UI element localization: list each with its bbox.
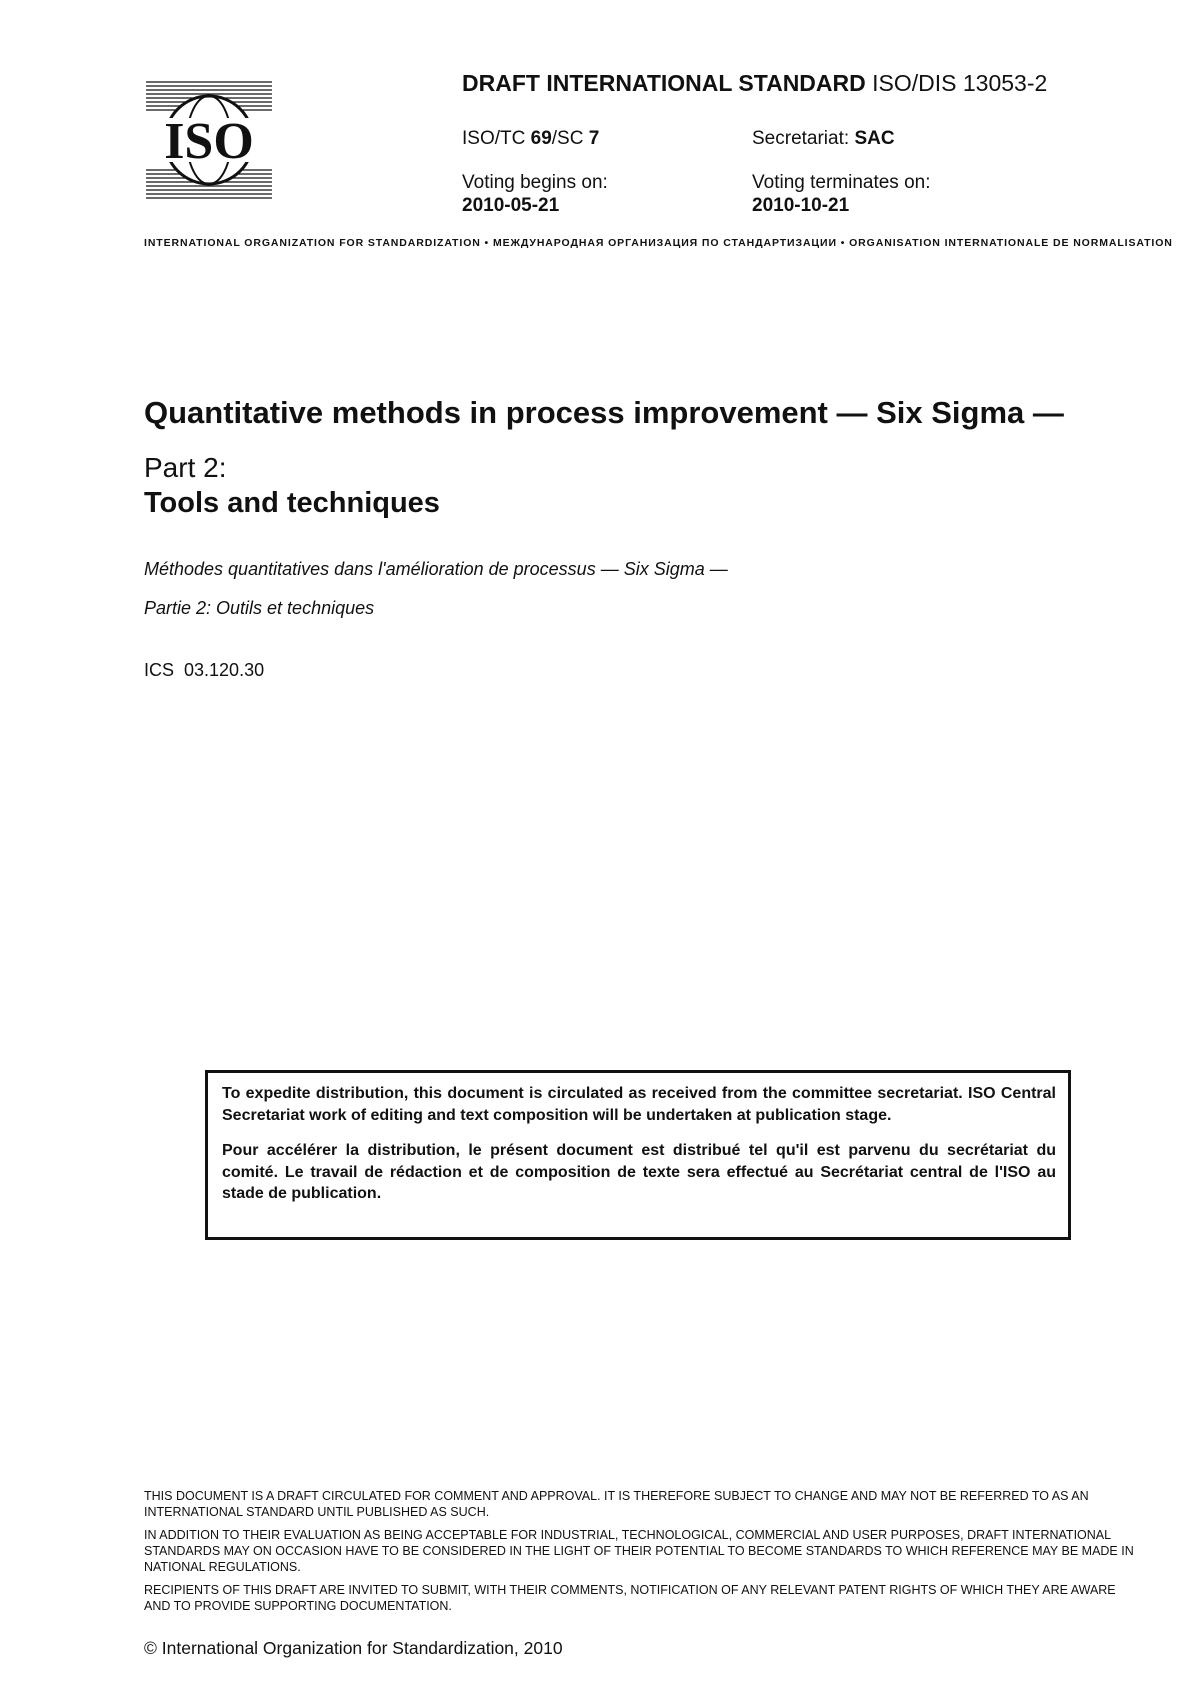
disclaimer-patents: RECIPIENTS OF THIS DRAFT ARE INVITED TO SUBMIT, WITH THEIR COMMENTS, NOTIFICATION OF ANY RELEVANT PATENT RIGHTS OF WHICH THEY ARE AWARE AND TO PROVIDE SUPPORTING DOCUMENTATION. [144, 1583, 1116, 1613]
disclaimer-evaluation: IN ADDITION TO THEIR EVALUATION AS BEING ACCEPTABLE FOR INDUSTRIAL, TECHNOLOGICAL, COMMERCIAL AND USER PURPOSES, DRAFT INTERNATIONAL STANDARDS MAY ON OCCASION HAVE TO BE CONSIDERED IN THE LIGHT OF THEIR POTENTIAL TO BECOME STANDARDS TO WHICH REFERENCE MAY BE MADE IN NATIONAL REGULATIONS. [144, 1528, 1134, 1574]
disclaimer-draft: THIS DOCUMENT IS A DRAFT CIRCULATED FOR COMMENT AND APPROVAL. IT IS THEREFORE SUBJECT TO CHANGE AND MAY NOT BE REFERRED TO AS AN INTERNATIONAL STANDARD UNTIL PUBLISHED AS SUCH. [144, 1489, 1089, 1519]
notice-french: Pour accélérer la distribution, le présent document est distribué tel qu'il est parvenu du secrétariat du comité. Le travail de rédaction et de composition de texte sera effectué au Secrétariat central de l'ISO au stade de publication. [222, 1142, 1056, 1202]
ics-code: 03.120.30 [184, 660, 265, 680]
copyright-notice: © International Organization for Standardization, 2010 [144, 1638, 563, 1658]
french-part-title: Partie 2: Outils et techniques [144, 598, 375, 618]
part-label: Part 2: [144, 452, 227, 483]
document-type-title [462, 70, 1047, 97]
secretariat: Secretariat: SAC [752, 128, 895, 149]
voting-terminates-date: 2010-10-21 [752, 195, 850, 216]
distribution-notice-box [205, 1070, 1071, 1240]
voting-terminates-label: Voting terminates on: [752, 172, 931, 193]
svg-text:ISO: ISO [164, 113, 254, 170]
french-title: Méthodes quantitatives dans l'amélioration de processus — Six Sigma — [144, 559, 728, 579]
ics-label: ICS [144, 660, 175, 680]
document-code: ISO/DIS 13053-2 [872, 70, 1048, 96]
committee: ISO/TC 69/SC 7 [462, 128, 600, 149]
document-subtitle: Tools and techniques [144, 487, 440, 519]
notice-english: To expedite distribution, this document is circulated as received from the committee secretariat. ISO Central Secretariat work of editing and text composition will be undertaken at publication stage. [222, 1085, 1056, 1124]
voting-begins-label: Voting begins on: [462, 172, 608, 193]
voting-begins-date: 2010-05-21 [462, 195, 560, 216]
document-title: Quantitative methods in process improvement — Six Sigma — [144, 395, 1064, 430]
iso-logo [146, 80, 272, 200]
ics-classification [144, 660, 274, 681]
disclaimers [144, 1488, 1134, 1621]
organization-names-line: INTERNATIONAL ORGANIZATION FOR STANDARDIZATION • МЕЖДУНАРОДНАЯ ОРГАНИЗАЦИЯ ПО СТАНДАРТИЗАЦИИ • ORGANISATION INTERNATIONALE DE NORMALISATION [144, 237, 1173, 249]
draft-standard-label: DRAFT INTERNATIONAL STANDARD [462, 70, 866, 96]
